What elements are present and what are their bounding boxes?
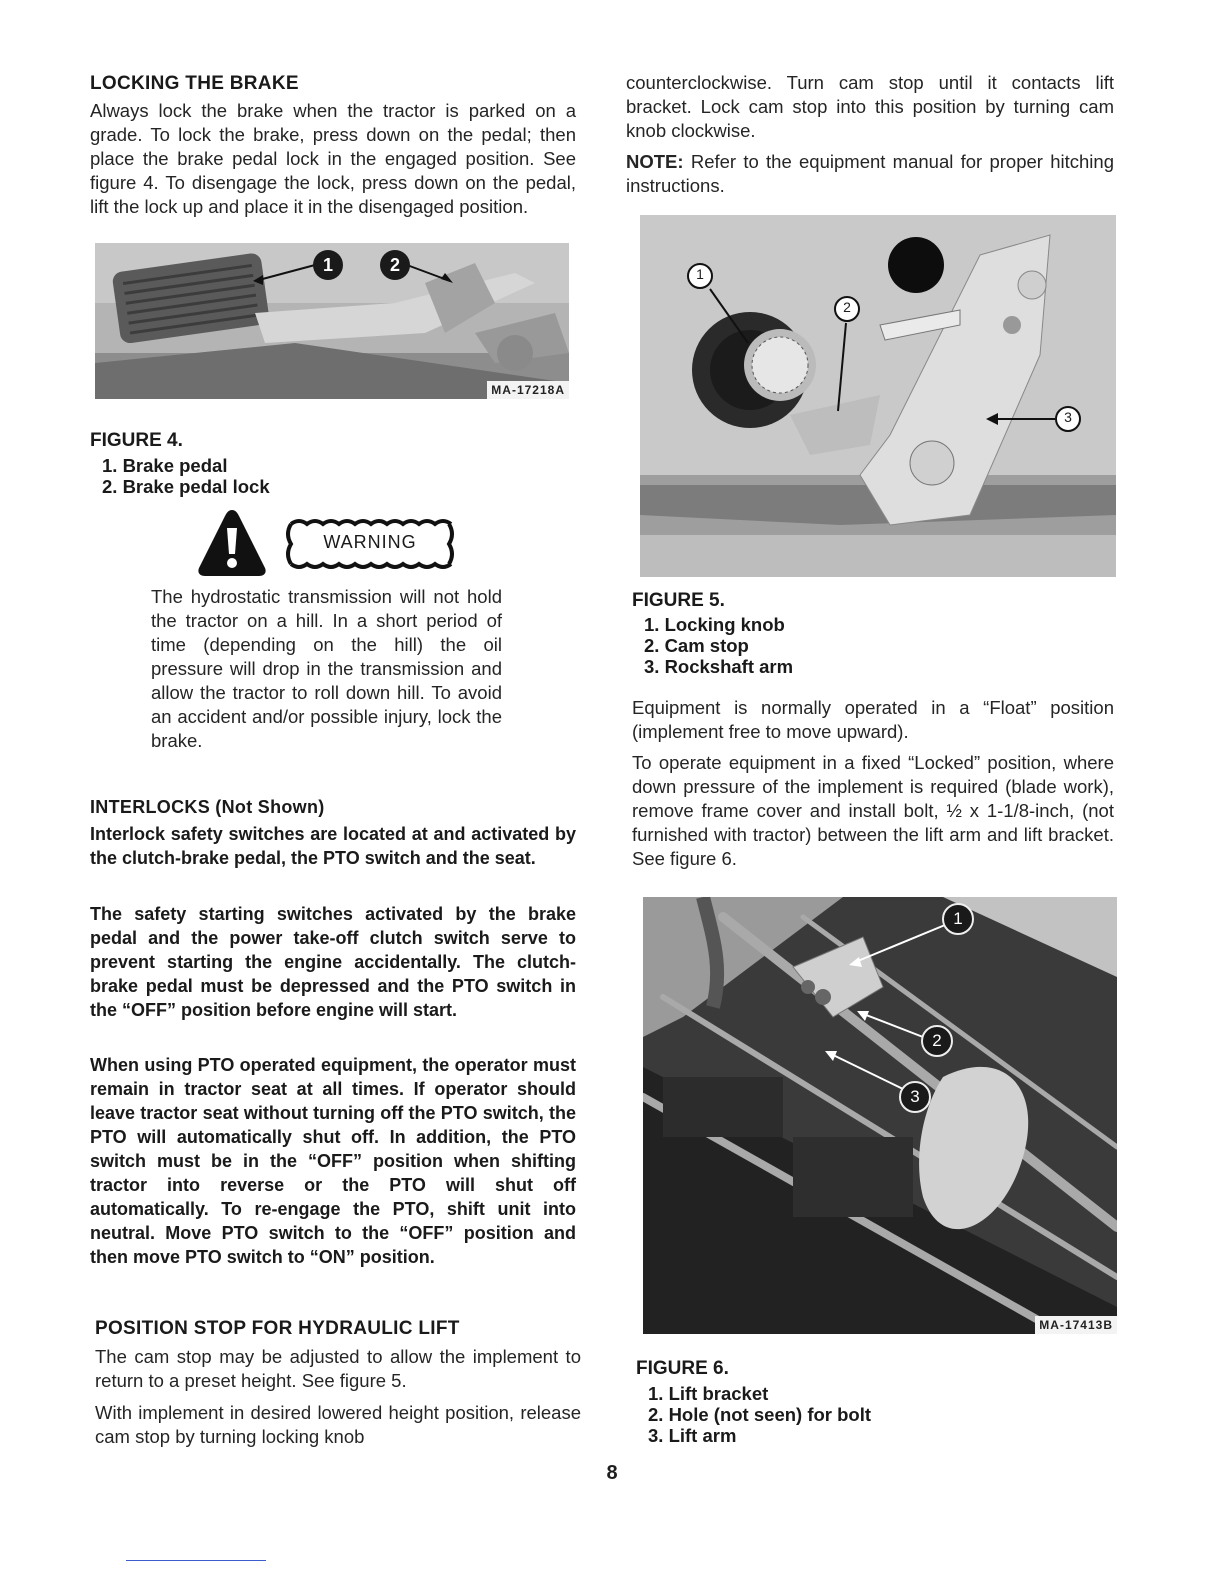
figure-4-callout-1: 1 [322, 255, 333, 275]
warning-text: The hydrostatic transmission will not hold the tractor on a hill. In a short period of time (depending on the hill) the oil pressure will drop in the transmission and allow the tractor to roll down hill. To avoid an accident and/or possible injury, lock the brake. [151, 586, 502, 751]
figure-6-callout-1: 1 [953, 909, 963, 928]
figure-5-legend-item: 3. Rockshaft arm [644, 656, 794, 677]
interlocks-heading: INTERLOCKS (Not Shown) [90, 797, 325, 817]
continued-text: counterclockwise. Turn cam stop until it contacts lift bracket. Lock cam stop into this position by turning cam knob clockwise. [626, 72, 1114, 141]
note-paragraph [626, 150, 1114, 198]
position-stop-paragraph-1: The cam stop may be adjusted to allow the implement to return to a preset height. See figure 5. [95, 1346, 581, 1391]
figure-5-caption: FIGURE 5. [632, 590, 725, 611]
figure-4-caption: FIGURE 4. [90, 430, 183, 451]
note-label: NOTE: [626, 151, 684, 172]
figure-4-id: MA-17218A [487, 381, 569, 399]
locking-brake-paragraph: Always lock the brake when the tractor is parked on a grade. To lock the brake, press down on the pedal; then place the brake pedal lock in the engaged position. See figure 4. To disengage the lock, press down on the pedal, lift the lock up and place it in the disengaged position. [90, 100, 576, 217]
figure-5-callout-2: 2 [843, 299, 851, 315]
locking-brake-heading: LOCKING THE BRAKE [90, 73, 299, 94]
figure-6-callout-2: 2 [932, 1031, 942, 1050]
warning-label: WARNING [323, 532, 417, 552]
position-stop-heading: POSITION STOP FOR HYDRAULIC LIFT [95, 1318, 460, 1339]
figure-5-callout-3: 3 [1064, 409, 1072, 425]
interlocks-paragraph-3: When using PTO operated equipment, the operator must remain in tractor seat at all times. If operator should leave tractor seat without turning off the PTO switch, the PTO will automatically shut off. In addition, the PTO switch must be in the “OFF” position when shifting tractor into reverse or the PTO will shut off automatically. To re-engage the PTO, shift unit into neutral. Move PTO switch to the “OFF” position and then move PTO switch to “ON” position. [90, 1055, 576, 1267]
locking-brake-text [90, 99, 576, 219]
figure-5-callout-1: 1 [696, 266, 704, 282]
figure-4-photo [95, 243, 569, 399]
figure-6-legend-item: 3. Lift arm [648, 1425, 737, 1446]
warning-triangle-icon [197, 508, 267, 578]
figure-4-legend [92, 455, 270, 497]
figure-6-legend [638, 1383, 871, 1446]
figure-6-legend-item: 2. Hole (not seen) for bolt [648, 1404, 872, 1425]
figure-6-id: MA-17413B [1035, 1316, 1117, 1334]
float-paragraph: Equipment is normally operated in a “Float” position (implement free to move upward). [632, 697, 1114, 742]
position-stop-paragraph-2: With implement in desired lowered height position, release cam stop by turning locking knob [95, 1402, 581, 1447]
interlocks-paragraph-1: Interlock safety switches are located at and activated by the clutch-brake pedal, the PTO switch and the seat. [90, 824, 576, 868]
figure-5-photo [640, 215, 1116, 577]
figure-6-caption: FIGURE 6. [636, 1358, 729, 1379]
locked-paragraph: To operate equipment in a fixed “Locked” position, where down pressure of the implement is required (blade work), remove frame cover and install bolt, ½ x 1-1/8-inch, (not furnished with tractor) between the lift arm and lift bracket. See figure 6. [632, 752, 1114, 869]
figure-4-legend-item: 2. Brake pedal lock [102, 476, 270, 497]
figure-4-callout-2: 2 [389, 255, 400, 275]
figure-4-legend-item: 1. Brake pedal [102, 455, 228, 476]
figure-6-legend-item: 1. Lift bracket [648, 1383, 769, 1404]
figure-5-legend-item: 2. Cam stop [644, 635, 749, 656]
footer-rule [126, 1560, 266, 1561]
figure-6-callout-3: 3 [910, 1087, 920, 1106]
figure-6-photo [643, 897, 1117, 1334]
figure-5-legend-item: 1. Locking knob [644, 614, 785, 635]
figure-5-legend [634, 614, 793, 677]
interlocks-paragraph-2: The safety starting switches activated by the brake pedal and the power take-off clutch switch serve to prevent starting the engine accidentally. The clutch-brake pedal must be depressed and the PTO switch in the “OFF” position before engine will start. [90, 904, 576, 1020]
page-number: 8 [606, 1462, 618, 1484]
note-text: Refer to the equipment manual for proper hitching instructions. [626, 151, 1114, 196]
